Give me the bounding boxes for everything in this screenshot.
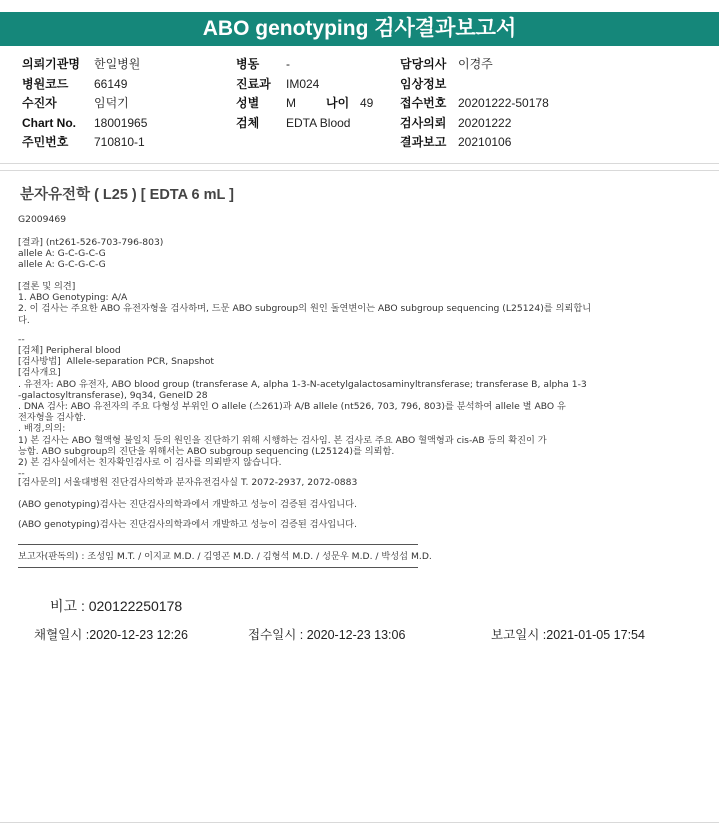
note-line-1 (18, 499, 708, 510)
request-value: 20201222 (458, 115, 512, 130)
age-label: 나이 (326, 96, 350, 110)
institution-value: 한일병원 (94, 57, 141, 71)
result-line: [결과] (nt261-526-703-796-803) (18, 237, 164, 248)
conclusion-block (18, 281, 708, 326)
note2-text: (ABO genotyping)검사는 진단검사의학과에서 개발하고 성능이 검증된 검사입니다. (18, 519, 357, 530)
conclusion-line: 2. 이 검사는 주요한 ABO 유전자형을 검사하며, 드문 ABO subgroup의 원인 돌연변이는 ABO subgroup sequencing (L25124)를 의뢰합니 (18, 303, 592, 315)
method-line: -galactosyltransferase), 9q34, GeneID 28 (18, 389, 208, 401)
method-line: [검사방법] Allele-separation PCR, Snapshot (18, 356, 215, 368)
recipient-value: 임덕기 (94, 96, 129, 110)
ward-value: - (286, 57, 290, 71)
info-row-2 (22, 75, 712, 95)
dept-label: 진료과 (236, 76, 271, 91)
received-datetime: 접수일시 : 2020-12-23 13:06 (248, 628, 406, 642)
doctor-value: 이경주 (458, 57, 493, 71)
conclusion-line: 1. ABO Genotyping: A/A (18, 292, 128, 304)
note-line-2 (18, 519, 708, 530)
method-line: . DNA 검사: ABO 유전자의 주요 다형성 부위인 O allele (스261)과 A/B allele (nt526, 703, 796, 803)를 분석하여 allele 별 ABO 유 (18, 401, 566, 413)
sex-value: M (286, 96, 296, 110)
request-label: 검사의뢰 (400, 115, 447, 130)
collected-datetime: 채혈일시 :2020-12-23 12:26 (34, 628, 188, 642)
conclusion-line: 다. (18, 314, 30, 326)
info-row-3 (22, 94, 712, 114)
rrn-value: 710810-1 (94, 135, 145, 149)
method-line: [검사개요] (18, 367, 61, 379)
method-line: . 배경,의의: (18, 423, 66, 435)
specimen-label: 검체 (236, 115, 260, 130)
specimen-value: EDTA Blood (286, 115, 351, 130)
info-row-5 (22, 133, 712, 153)
dash-separator (18, 334, 708, 345)
dash-text: -- (18, 334, 25, 345)
recipient-label: 수진자 (22, 96, 57, 110)
method-line: 능함. ABO subgroup의 진단을 위해서는 ABO subgroup sequencing (L25124)를 의뢰함. (18, 445, 395, 457)
result-block (18, 237, 708, 271)
report-label: 결과보고 (400, 135, 447, 149)
report-title: ABO genotyping 검사결과보고서 (0, 12, 719, 46)
method-line: -- (18, 468, 25, 480)
code-label: 병원코드 (22, 76, 69, 91)
divider (0, 822, 719, 823)
memo: 비고 : 020122250178 (50, 598, 183, 614)
info-row-4 (22, 114, 712, 134)
result-line: allele A: G-C-G-C-G (18, 259, 106, 271)
method-line: . 유전자: ABO 유전자, ABO blood group (transferase A, alpha 1-3-N-acetylgalactosaminyltransferase; transferase B, alpha 1-3 (18, 378, 587, 390)
report-value: 20210106 (458, 135, 512, 149)
dept-value: IM024 (286, 76, 320, 91)
report-id (18, 214, 708, 225)
receipt-value: 20201222-50178 (458, 96, 549, 110)
reporters-text: 보고자(판독의) : 조성임 M.T. / 이지교 M.D. / 김영곤 M.D. / 김형석 M.D. / 성문우 M.D. / 박성섭 M.D. (18, 551, 432, 562)
sex-label: 성별 (236, 96, 260, 110)
patient-info-block (22, 55, 712, 153)
method-line: [검체] Peripheral blood (18, 345, 121, 356)
rrn-label: 주민번호 (22, 135, 69, 149)
divider (0, 170, 719, 171)
receipt-label: 접수번호 (400, 96, 447, 110)
method-block (18, 345, 708, 479)
conclusion-line: [결론 및 의견] (18, 281, 76, 292)
method-line: 1) 본 검사는 ABO 혈액형 불일치 등의 원인을 진단하기 위해 시행하는 검사임. 본 검사로 주요 ABO 혈액형과 cis-AB 등의 확진이 가 (18, 434, 547, 446)
section-title: 분자유전학 ( L25 ) [ EDTA 6 mL ] (20, 187, 234, 203)
method-line: 2) 본 검사실에서는 친자확인검사로 이 검사를 의뢰받지 않습니다. (18, 457, 282, 469)
chart-label: Chart No. (22, 115, 76, 130)
code-value: 66149 (94, 76, 128, 91)
contact-text: [검사문의] 서울대병원 진단검사의학과 분자유전검사실 T. 2072-2937, 2072-0883 (18, 477, 358, 488)
info-row-1 (22, 55, 712, 75)
doctor-label: 담당의사 (400, 57, 447, 71)
divider (18, 567, 418, 568)
method-line: 전자형을 검사함. (18, 412, 86, 424)
divider (0, 163, 719, 164)
reporters-line (18, 551, 708, 562)
divider (18, 544, 418, 545)
contact-line (18, 477, 708, 488)
chart-value: 18001965 (94, 115, 148, 130)
report-id-text: G2009469 (18, 214, 67, 225)
age-value: 49 (360, 96, 374, 110)
result-line: allele A: G-C-G-C-G (18, 248, 106, 260)
clinical-label: 임상정보 (400, 76, 447, 91)
note1-text: (ABO genotyping)검사는 진단검사의학과에서 개발하고 성능이 검증된 검사입니다. (18, 499, 357, 510)
institution-label: 의뢰기관명 (22, 57, 80, 71)
ward-label: 병동 (236, 57, 260, 71)
reported-datetime: 보고일시 :2021-01-05 17:54 (491, 628, 645, 642)
